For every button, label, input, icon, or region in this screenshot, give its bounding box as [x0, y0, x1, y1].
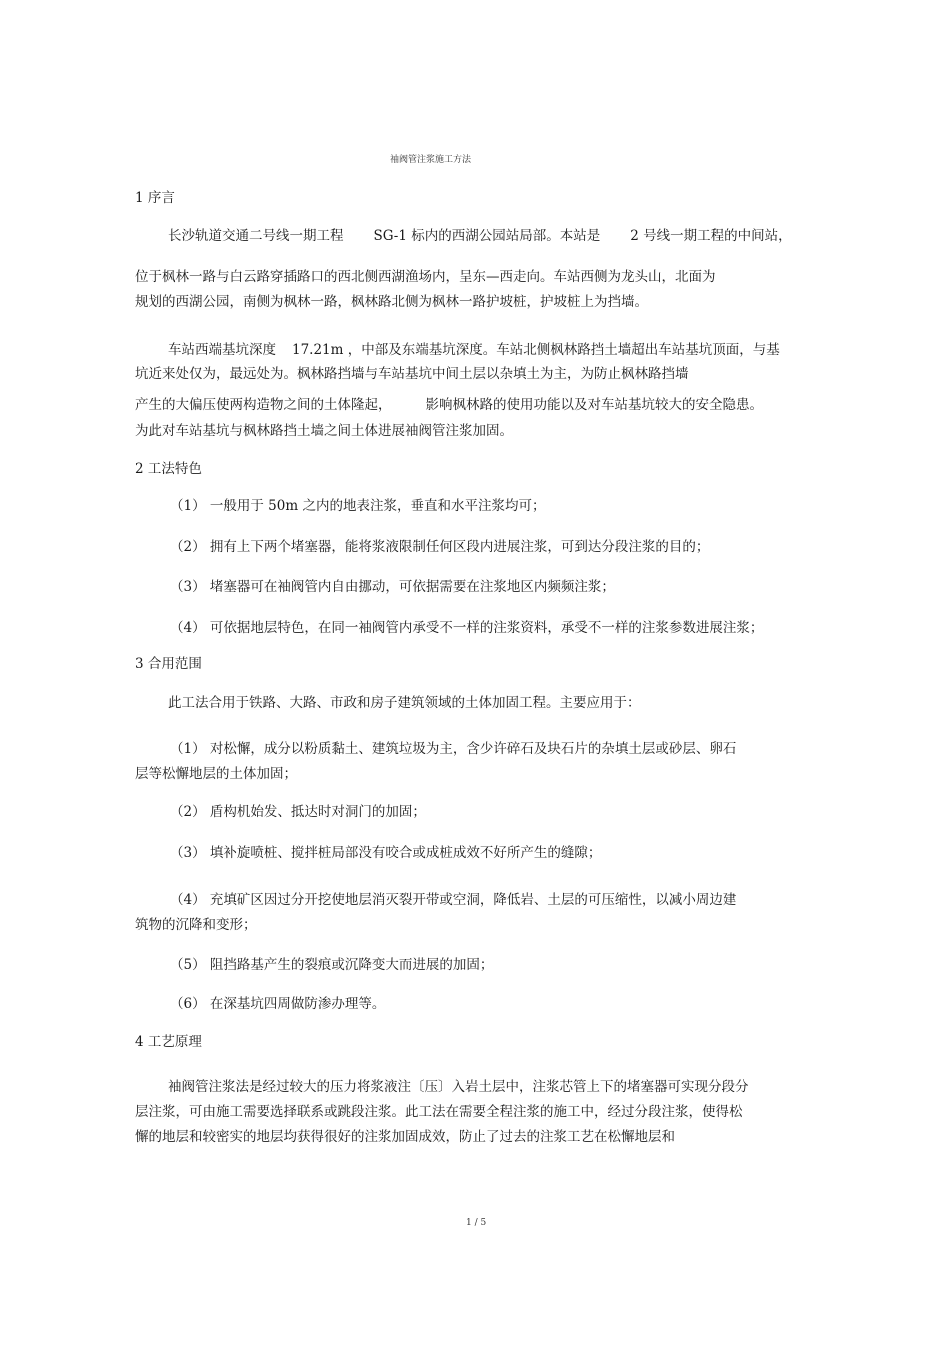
section-3-item-3: （3） 填补旋喷桩、搅拌桩局部没有咬合或成桩成效不好所产生的缝隙；: [170, 845, 602, 861]
section-2-heading: 2 工法特色: [135, 461, 202, 477]
section-3-item-4: （4） 充填矿区因过分开挖使地层消灭裂开带或空洞，降低岩、土层的可压缩性，以减小周边建: [170, 892, 737, 908]
section-1-heading: 1 序言: [135, 190, 175, 206]
section-2-item-1: （1） 一般用于 50m 之内的地表注浆，垂直和水平注浆均可；: [170, 498, 546, 514]
section-3-item-1-cont: 层等松懈地层的土体加固；: [135, 766, 297, 782]
text-segment: 产生的大偏压使两构造物之间的土体隆起，: [135, 397, 392, 413]
document-title: 袖阀管注浆施工方法: [390, 155, 472, 165]
section-1-line-6: [135, 396, 763, 414]
section-3-item-1: （1） 对松懈，成分以粉质黏土、建筑垃圾为主，含少许碎石及块石片的杂填土层或砂层、卵石: [170, 741, 737, 757]
section-3-heading: 3 合用范围: [135, 656, 202, 672]
section-3-item-6: （6） 在深基坑四周做防渗办理等。: [170, 996, 386, 1012]
section-4-line-2: 层注浆，可由施工需要选择联系或跳段注浆。此工法在需要全程注浆的施工中，经过分段注浆，使得松: [135, 1104, 743, 1120]
section-4-line-1: 袖阀管注浆法是经过较大的压力将浆液注〔压〕入岩土层中，注浆芯管上下的堵塞器可实现分段分: [168, 1079, 749, 1095]
page-number: 1 / 5: [466, 1218, 487, 1228]
section-4-heading: 4 工艺原理: [135, 1034, 202, 1050]
section-1-line-4: [168, 341, 780, 359]
section-3-item-4-cont: 筑物的沉降和变形；: [135, 917, 257, 933]
section-1-line-5: 坑近来处仅为，最远处为。枫林路挡墙与车站基坑中间土层以杂填土为主，为防止枫林路挡墙: [135, 366, 689, 382]
section-1-line-3: 规划的西湖公园，南侧为枫林一路，枫林路北侧为枫林一路护坡桩，护坡桩上为挡墙。: [135, 294, 648, 310]
section-2-item-2: （2） 拥有上下两个堵塞器，能将浆液限制任何区段内进展注浆，可到达分段注浆的目的；: [170, 539, 710, 555]
section-2-item-4: （4） 可依据地层特色，在同一袖阀管内承受不一样的注浆资料，承受不一样的注浆参数进展注浆；: [170, 620, 764, 636]
text-segment: 长沙轨道交通二号线一期工程: [168, 228, 344, 244]
section-4-line-3: 懈的地层和较密实的地层均获得很好的注浆加固成效，防止了过去的注浆工艺在松懈地层和: [135, 1129, 675, 1145]
text-segment: 2 号线一期工程的中间站，: [630, 228, 792, 244]
section-3-intro: 此工法合用于铁路、大路、市政和房子建筑领域的土体加固工程。主要应用于：: [168, 695, 641, 711]
section-1-line-2: 位于枫林一路与白云路穿插路口的西北侧西湖渔场内，呈东—西走向。车站西侧为龙头山，北面为: [135, 269, 716, 285]
section-3-item-5: （5） 阻挡路基产生的裂痕或沉降变大而进展的加固；: [170, 957, 494, 973]
section-1-line-1: [168, 227, 792, 245]
section-2-item-3: （3） 堵塞器可在袖阀管内自由挪动，可依据需要在注浆地区内频频注浆；: [170, 579, 615, 595]
text-segment: 影响枫林路的使用功能以及对车站基坑较大的安全隐患。: [425, 397, 763, 413]
text-segment: SG-1 标内的西湖公园站局部。本站是: [373, 228, 601, 244]
section-3-item-2: （2） 盾构机始发、抵达时对洞门的加固；: [170, 804, 426, 820]
text-segment: 车站西端基坑深度: [168, 342, 276, 358]
text-segment: 17.21m ，中部及东端基坑深度。车站北侧枫林路挡土墙超出车站基坑顶面，与基: [292, 342, 780, 358]
section-1-line-7: 为此对车站基坑与枫林路挡土墙之间土体进展袖阀管注浆加固。: [135, 423, 513, 439]
